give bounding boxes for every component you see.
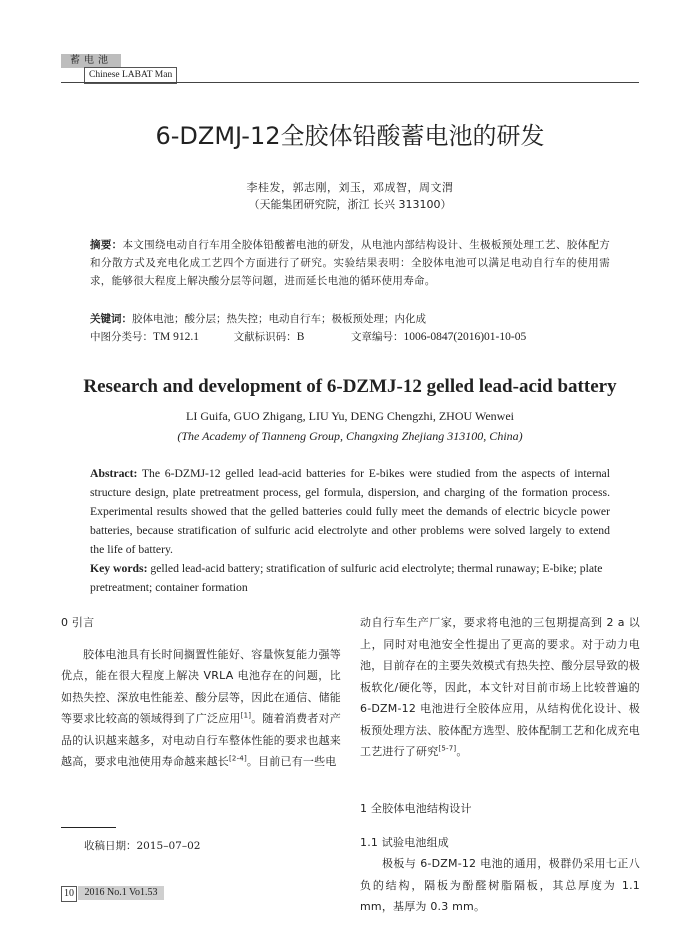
keywords-english-label: Key words: bbox=[90, 562, 148, 575]
paragraph-text: 。 bbox=[456, 745, 468, 758]
abstract-chinese-text: 本文围绕电动自行车用全胶体铅酸蓄电池的研发，从电池内部结构设计、生极板预处理工艺、胶体配方和分散方式及充电化成工艺四个方面进行了研究。实验结果表明：全胶体电池可以满足电动自行车的使用需求，能够很大程度上解决酸分层等问题，进而延长电池的循环使用寿命。 bbox=[90, 239, 611, 287]
body-column-right-continuation bbox=[360, 612, 640, 763]
category-tag: 蓄电池 bbox=[61, 54, 121, 68]
citation: [2-4] bbox=[229, 754, 247, 763]
keywords-chinese bbox=[90, 310, 610, 328]
authors-chinese: 李桂发，郭志刚，刘玉，邓成智，周文渭 bbox=[246, 181, 454, 194]
subsection-heading: 1.1 试验电池组成 bbox=[360, 835, 449, 849]
paragraph bbox=[360, 612, 640, 763]
article-id-label: 文章编号： bbox=[351, 331, 404, 343]
citation: [5-7] bbox=[438, 744, 457, 753]
section-heading: 0 引言 bbox=[61, 616, 95, 629]
citation: [1] bbox=[240, 711, 252, 720]
abstract-chinese bbox=[90, 236, 610, 290]
header-divider bbox=[61, 82, 639, 83]
journal-name: Chinese LABAT Man bbox=[84, 67, 177, 84]
clc-value: TM 912.1 bbox=[153, 331, 199, 343]
abstract-english-label: Abstract: bbox=[90, 467, 138, 480]
keywords-english bbox=[90, 559, 610, 597]
abstract-english-text: The 6-DZMJ-12 gelled lead-acid batteries for E-bikes were studied from the aspects of internal structure design, plate pretreatment process, gel formula, dispersion, and charging of the formation process. Experimental results showed that the gelled batteries could fully meet the demands of electric bicycle power batteries, because stratification of sulfuric acid electrolyte and other problems were solved largely to extend the life of battery. bbox=[90, 467, 610, 556]
keywords-english-text: gelled lead-acid battery; stratification of sulfuric acid electrolyte; thermal runaway; E-bike; plate pretreatment; container formation bbox=[90, 562, 603, 594]
paragraph-text: 动自行车生产厂家，要求将电池的三包期提高到 2 a 以上，同时对电池安全性提出了更高的要求。对于动力电池，目前存在的主要失效模式有热失控、酸分层导致的极板软化/硬化等，因此，本文针对目前市场上比较普遍的 6-DZM-12 电池进行全胶体应用，从结构优化设计、极板预处理方法、胶体配方选型、胶体配制工艺和化成充电工艺进行了研究 bbox=[360, 616, 640, 758]
affiliation-english: (The Academy of Tianneng Group, Changxing Zhejiang 313100, China) bbox=[177, 429, 523, 443]
title-english: Research and development of 6-DZMJ-12 gelled lead-acid battery bbox=[83, 376, 617, 397]
keywords-chinese-text: 胶体电池；酸分层；热失控；电动自行车；极板预处理；内化成 bbox=[132, 313, 426, 325]
doc-code-value: B bbox=[296, 331, 305, 343]
issue-info: 2016 No.1 Vo1.53 bbox=[78, 886, 164, 900]
received-date: 收稿日期：2015–07–02 bbox=[84, 840, 201, 852]
body-column-left bbox=[61, 612, 341, 773]
paragraph bbox=[61, 644, 341, 773]
affiliation-chinese: （天能集团研究院，浙江 长兴 313100） bbox=[248, 198, 452, 211]
paragraph-text: 。随着消费者对产品的认识越来越多，对电动自行车整体性能的要求也越来越高，要求电池使用寿命越来越长 bbox=[61, 712, 341, 768]
section-heading: 1 全胶体电池结构设计 bbox=[360, 802, 472, 815]
authors-english: LI Guifa, GUO Zhigang, LIU Yu, DENG Chengzhi, ZHOU Wenwei bbox=[186, 409, 514, 423]
doc-code-label: 文献标识码： bbox=[233, 331, 297, 343]
abstract-english bbox=[90, 464, 610, 559]
classification-line bbox=[90, 328, 610, 346]
abstract-chinese-label: 摘要： bbox=[90, 239, 123, 251]
page-number: 10 bbox=[61, 886, 77, 902]
paragraph-text: 。目前已有一些电 bbox=[246, 755, 337, 768]
article-id-value: 1006-0847(2016)01-10-05 bbox=[403, 331, 527, 343]
title-chinese: 6-DZMJ-12全胶体铅酸蓄电池的研发 bbox=[155, 122, 545, 150]
paragraph-text: 胶体电池具有长时间搁置性能好、容量恢复能力强等优点，能在很大程度上解决 VRLA 电池存在的问题，比如热失控、深放电性能差、酸分层等，因此在通信、储能等要求比较高的领域得到了广泛应用 bbox=[61, 647, 341, 725]
footnote-divider bbox=[61, 827, 116, 828]
keywords-chinese-label: 关键词： bbox=[90, 313, 132, 325]
paragraph: 极板与 6-DZM-12 电池的通用，极群仍采用七正八负的结构，隔板为酚醛树脂隔板，其总厚度为 1.1 mm，基厚为 0.3 mm。 bbox=[360, 857, 640, 913]
body-column-right bbox=[360, 798, 640, 918]
clc-label: 中图分类号： bbox=[90, 331, 153, 343]
